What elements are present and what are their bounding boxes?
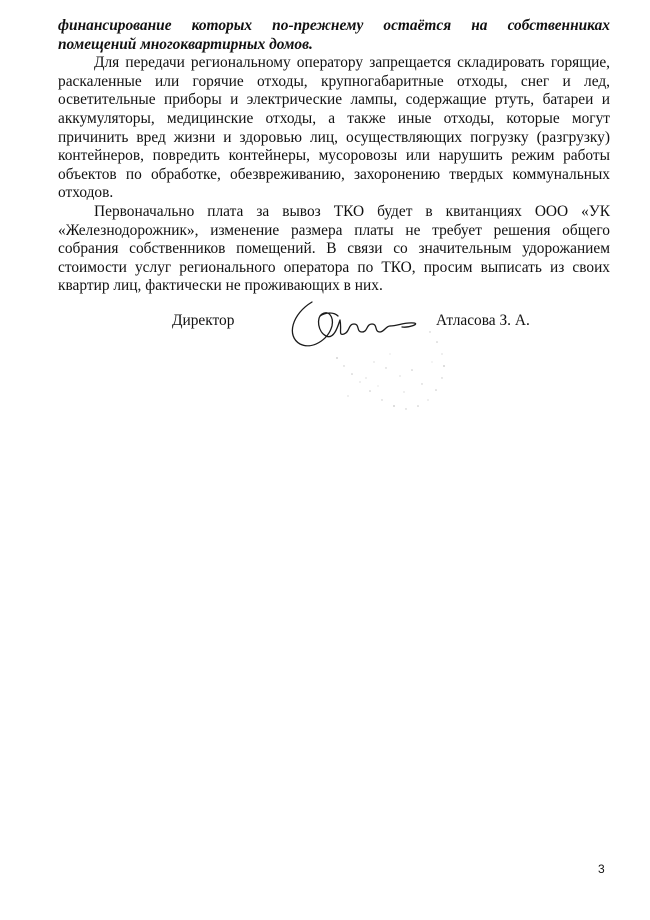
signatory-name: Атласова З. А. [436,312,530,329]
page-number: 3 [598,862,605,876]
signature-block [0,296,650,426]
paragraph-lead: финансирование которых по-прежнему остаётся на собственниках помещений многоквартирных домов. [58,17,610,53]
paragraph-prohibited-waste: Для передачи региональному оператору запрещается складировать горящие, раскаленные или горячие отходы, крупногабаритные отходы, снег и лед, осветительные приборы и электрические лампы, содержащие ртуть, батареи и аккумуляторы, медицинские отходы, а также иные отходы, которые могут причинить вред жизни и здоровью лиц, осуществляющих погрузку (разгрузку) контейнеров, повредить контейнеры, мусоровозы или нарушить режим работы объектов по обработке, обезвреживанию, захоронению твердых коммунальных отходов. [58,54,610,202]
paragraph-payment: Первоначально плата за вывоз ТКО будет в квитанциях ООО «УК «Железнодорожник», изменение размера платы не требует решения общего собрания собственников помещений. В связи со значительным удорожанием стоимости услуг регионального оператора по ТКО, просим выписать из своих квартир лиц, фактически не проживающих в них. [58,202,610,295]
document-body [58,17,610,296]
signatory-role: Директор [172,312,235,329]
